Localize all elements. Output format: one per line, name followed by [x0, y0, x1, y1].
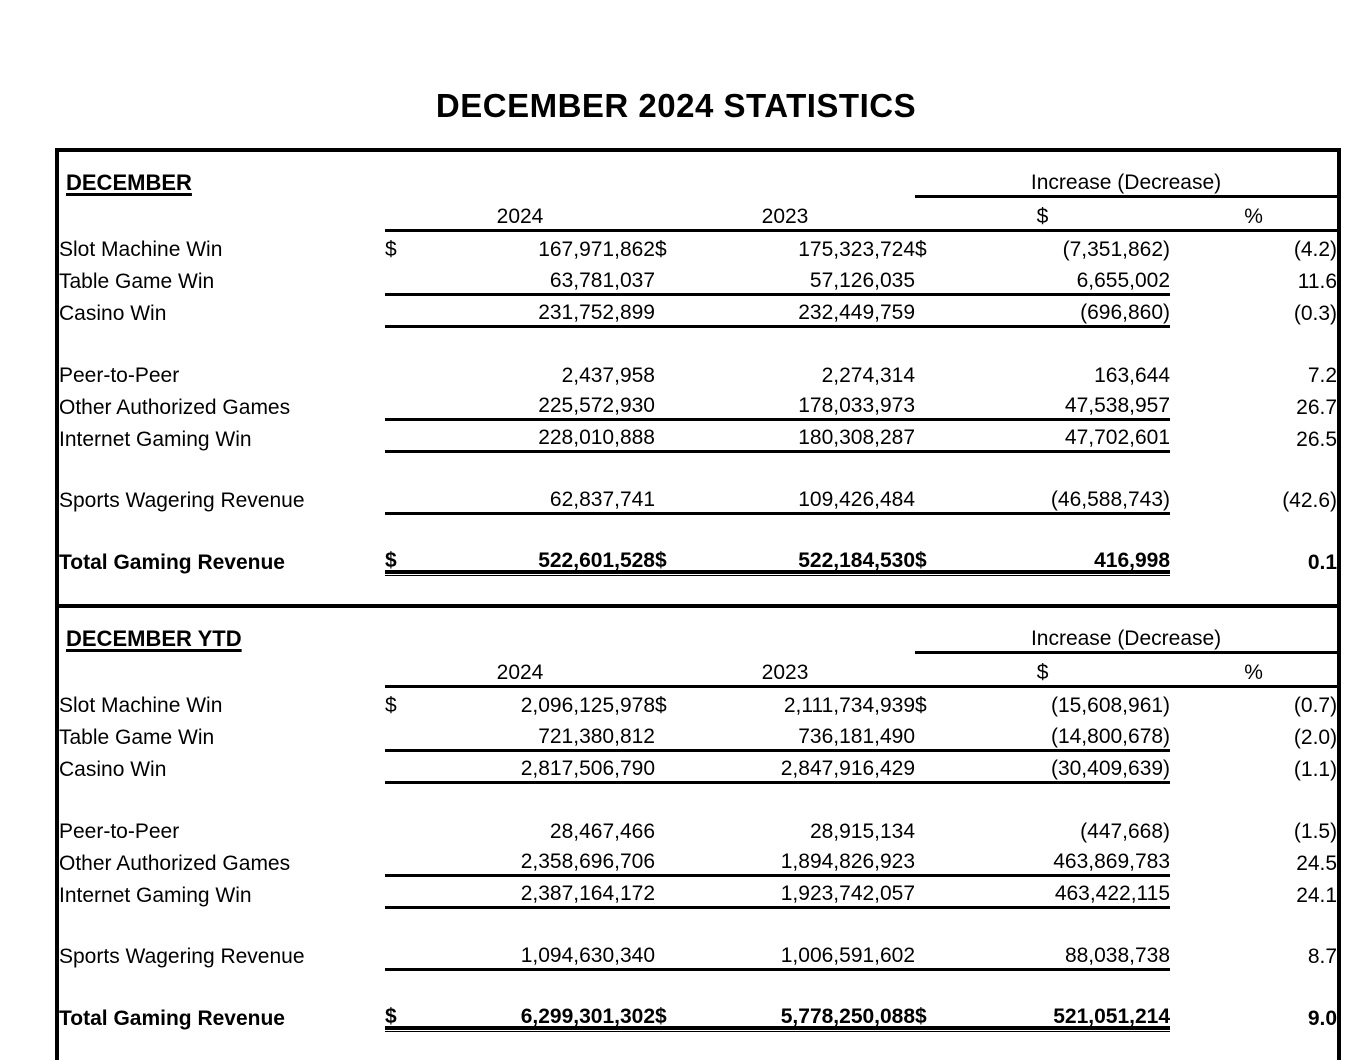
currency-symbol-2024: $	[385, 230, 425, 262]
currency-symbol-2024	[385, 718, 425, 750]
currency-symbol-change	[915, 388, 955, 420]
currency-symbol-change	[915, 294, 955, 326]
row-label: Slot Machine Win	[59, 230, 385, 262]
table-row	[59, 356, 1337, 388]
value-change-percent: (2.0)	[1170, 718, 1337, 750]
row-label: Casino Win	[59, 750, 385, 782]
currency-symbol-change	[915, 937, 955, 969]
column-header-change-percent: %	[1170, 652, 1337, 686]
increase-decrease-header: Increase (Decrease)	[915, 608, 1337, 652]
value-2023: 522,184,530	[693, 543, 915, 575]
currency-symbol-2024	[385, 750, 425, 782]
column-header-change-dollar: $	[915, 196, 1170, 230]
table-row	[59, 388, 1337, 420]
row-spacer-cell	[59, 513, 1337, 543]
row-spacer	[59, 513, 1337, 543]
currency-symbol-2024	[385, 262, 425, 294]
currency-symbol-change	[915, 262, 955, 294]
currency-symbol-change	[915, 481, 955, 513]
value-2024: 28,467,466	[425, 812, 655, 844]
row-label: Slot Machine Win	[59, 686, 385, 718]
value-change: 521,051,214	[955, 999, 1170, 1031]
value-change-percent: (42.6)	[1170, 481, 1337, 513]
table-row	[59, 686, 1337, 718]
column-header-2023: 2023	[655, 652, 915, 686]
value-change-percent: 24.5	[1170, 844, 1337, 876]
value-2024: 2,437,958	[425, 356, 655, 388]
column-header-row	[59, 652, 1337, 686]
value-change: 6,655,002	[955, 262, 1170, 294]
currency-symbol-change	[915, 812, 955, 844]
stats-table-december-ytd	[59, 608, 1337, 1060]
row-spacer-cell	[59, 969, 1337, 999]
value-2023: 5,778,250,088	[693, 999, 915, 1031]
currency-symbol-2023	[655, 937, 693, 969]
value-change: 463,869,783	[955, 844, 1170, 876]
row-label: Other Authorized Games	[59, 844, 385, 876]
stats-table-december	[59, 152, 1337, 604]
table-row	[59, 718, 1337, 750]
section-tail-spacer	[59, 1031, 1337, 1060]
currency-symbol-2023	[655, 844, 693, 876]
value-2024: 228,010,888	[425, 420, 655, 452]
table-row	[59, 294, 1337, 326]
currency-symbol-2024	[385, 937, 425, 969]
value-2023: 109,426,484	[693, 481, 915, 513]
row-label: Peer-to-Peer	[59, 812, 385, 844]
value-change-percent: 11.6	[1170, 262, 1337, 294]
currency-symbol-change	[915, 356, 955, 388]
value-change-percent: (0.3)	[1170, 294, 1337, 326]
increase-decrease-header: Increase (Decrease)	[915, 152, 1337, 196]
currency-symbol-2024	[385, 481, 425, 513]
section-heading-row	[59, 152, 1337, 196]
currency-symbol-2024	[385, 844, 425, 876]
currency-symbol-2024: $	[385, 686, 425, 718]
value-change-percent: (1.5)	[1170, 812, 1337, 844]
currency-symbol-2024: $	[385, 999, 425, 1031]
value-2023: 178,033,973	[693, 388, 915, 420]
column-header-change-dollar: $	[915, 652, 1170, 686]
row-label: Other Authorized Games	[59, 388, 385, 420]
value-change-percent: (1.1)	[1170, 750, 1337, 782]
row-label: Total Gaming Revenue	[59, 543, 385, 575]
currency-symbol-change: $	[915, 686, 955, 718]
value-2024: 225,572,930	[425, 388, 655, 420]
value-2024: 63,781,037	[425, 262, 655, 294]
currency-symbol-2023	[655, 812, 693, 844]
currency-symbol-2023	[655, 750, 693, 782]
value-change-percent: 26.5	[1170, 420, 1337, 452]
value-2024: 231,752,899	[425, 294, 655, 326]
currency-symbol-2024	[385, 294, 425, 326]
value-change: 416,998	[955, 543, 1170, 575]
value-2024: 1,094,630,340	[425, 937, 655, 969]
table-row	[59, 420, 1337, 452]
value-change: 88,038,738	[955, 937, 1170, 969]
currency-symbol-2023	[655, 420, 693, 452]
currency-symbol-2024	[385, 812, 425, 844]
row-label: Table Game Win	[59, 718, 385, 750]
table-row	[59, 750, 1337, 782]
row-spacer	[59, 326, 1337, 356]
value-change: (15,608,961)	[955, 686, 1170, 718]
currency-symbol-2023: $	[655, 230, 693, 262]
currency-symbol-2023	[655, 356, 693, 388]
table-row	[59, 230, 1337, 262]
currency-symbol-change	[915, 718, 955, 750]
column-header-2024: 2024	[385, 196, 655, 230]
value-2024: 522,601,528	[425, 543, 655, 575]
value-change: (14,800,678)	[955, 718, 1170, 750]
value-change-percent: 9.0	[1170, 999, 1337, 1031]
currency-symbol-change	[915, 844, 955, 876]
currency-symbol-change	[915, 750, 955, 782]
table-row	[59, 812, 1337, 844]
statistics-table-frame	[55, 148, 1341, 1060]
row-spacer-cell	[59, 452, 1337, 482]
table-row	[59, 262, 1337, 294]
value-2023: 232,449,759	[693, 294, 915, 326]
table-row	[59, 481, 1337, 513]
value-2023: 1,006,591,602	[693, 937, 915, 969]
value-2024: 167,971,862	[425, 230, 655, 262]
page-title: DECEMBER 2024 STATISTICS	[0, 86, 1352, 126]
value-2024: 2,387,164,172	[425, 876, 655, 908]
header-blank-label	[59, 652, 385, 686]
value-change: 163,644	[955, 356, 1170, 388]
row-spacer	[59, 969, 1337, 999]
row-label: Total Gaming Revenue	[59, 999, 385, 1031]
section-tail-cell	[59, 1031, 1337, 1060]
value-change-percent: 7.2	[1170, 356, 1337, 388]
column-header-row	[59, 196, 1337, 230]
table-row	[59, 543, 1337, 575]
value-change: (46,588,743)	[955, 481, 1170, 513]
value-2023: 1,894,826,923	[693, 844, 915, 876]
value-2024: 2,358,696,706	[425, 844, 655, 876]
row-label: Peer-to-Peer	[59, 356, 385, 388]
value-2024: 62,837,741	[425, 481, 655, 513]
value-2024: 2,817,506,790	[425, 750, 655, 782]
row-spacer	[59, 782, 1337, 812]
value-change-percent: 26.7	[1170, 388, 1337, 420]
value-change: 463,422,115	[955, 876, 1170, 908]
row-label: Sports Wagering Revenue	[59, 937, 385, 969]
value-2024: 721,380,812	[425, 718, 655, 750]
row-spacer-cell	[59, 326, 1337, 356]
table-row	[59, 937, 1337, 969]
section-title: DECEMBER	[59, 170, 192, 196]
row-label: Sports Wagering Revenue	[59, 481, 385, 513]
value-change: (30,409,639)	[955, 750, 1170, 782]
row-spacer	[59, 452, 1337, 482]
value-change: (696,860)	[955, 294, 1170, 326]
value-change: (7,351,862)	[955, 230, 1170, 262]
currency-symbol-change: $	[915, 999, 955, 1031]
currency-symbol-2023	[655, 718, 693, 750]
row-spacer-cell	[59, 908, 1337, 938]
currency-symbol-change: $	[915, 543, 955, 575]
value-2023: 57,126,035	[693, 262, 915, 294]
value-change: 47,702,601	[955, 420, 1170, 452]
currency-symbol-change	[915, 876, 955, 908]
section-title: DECEMBER YTD	[59, 626, 242, 652]
currency-symbol-change	[915, 420, 955, 452]
column-header-2023: 2023	[655, 196, 915, 230]
value-change: (447,668)	[955, 812, 1170, 844]
row-label: Internet Gaming Win	[59, 420, 385, 452]
section-tail-cell	[59, 575, 1337, 605]
currency-symbol-2023	[655, 876, 693, 908]
currency-symbol-2024: $	[385, 543, 425, 575]
value-2023: 180,308,287	[693, 420, 915, 452]
value-change-percent: (4.2)	[1170, 230, 1337, 262]
value-2023: 28,915,134	[693, 812, 915, 844]
row-label: Table Game Win	[59, 262, 385, 294]
value-2023: 2,111,734,939	[693, 686, 915, 718]
value-change-percent: 24.1	[1170, 876, 1337, 908]
value-change-percent: 0.1	[1170, 543, 1337, 575]
currency-symbol-2023: $	[655, 999, 693, 1031]
row-spacer	[59, 908, 1337, 938]
row-label: Casino Win	[59, 294, 385, 326]
currency-symbol-2024	[385, 876, 425, 908]
value-2024: 2,096,125,978	[425, 686, 655, 718]
section-december	[59, 152, 1337, 604]
section-heading-row	[59, 608, 1337, 652]
value-2023: 1,923,742,057	[693, 876, 915, 908]
row-spacer-cell	[59, 782, 1337, 812]
value-2023: 2,847,916,429	[693, 750, 915, 782]
column-header-change-percent: %	[1170, 196, 1337, 230]
section-title-cell	[59, 608, 915, 652]
value-change: 47,538,957	[955, 388, 1170, 420]
value-2023: 175,323,724	[693, 230, 915, 262]
currency-symbol-2023	[655, 481, 693, 513]
table-row	[59, 844, 1337, 876]
currency-symbol-2024	[385, 420, 425, 452]
value-change-percent: (0.7)	[1170, 686, 1337, 718]
row-label: Internet Gaming Win	[59, 876, 385, 908]
table-row	[59, 876, 1337, 908]
currency-symbol-2024	[385, 356, 425, 388]
table-row	[59, 999, 1337, 1031]
currency-symbol-2023: $	[655, 543, 693, 575]
value-2023: 2,274,314	[693, 356, 915, 388]
section-december-ytd	[59, 604, 1337, 1060]
currency-symbol-change: $	[915, 230, 955, 262]
currency-symbol-2023	[655, 294, 693, 326]
currency-symbol-2023: $	[655, 686, 693, 718]
value-2023: 736,181,490	[693, 718, 915, 750]
value-change-percent: 8.7	[1170, 937, 1337, 969]
column-header-2024: 2024	[385, 652, 655, 686]
section-title-cell	[59, 152, 915, 196]
header-blank-label	[59, 196, 385, 230]
section-tail-spacer	[59, 575, 1337, 605]
value-2024: 6,299,301,302	[425, 999, 655, 1031]
currency-symbol-2023	[655, 388, 693, 420]
currency-symbol-2024	[385, 388, 425, 420]
currency-symbol-2023	[655, 262, 693, 294]
